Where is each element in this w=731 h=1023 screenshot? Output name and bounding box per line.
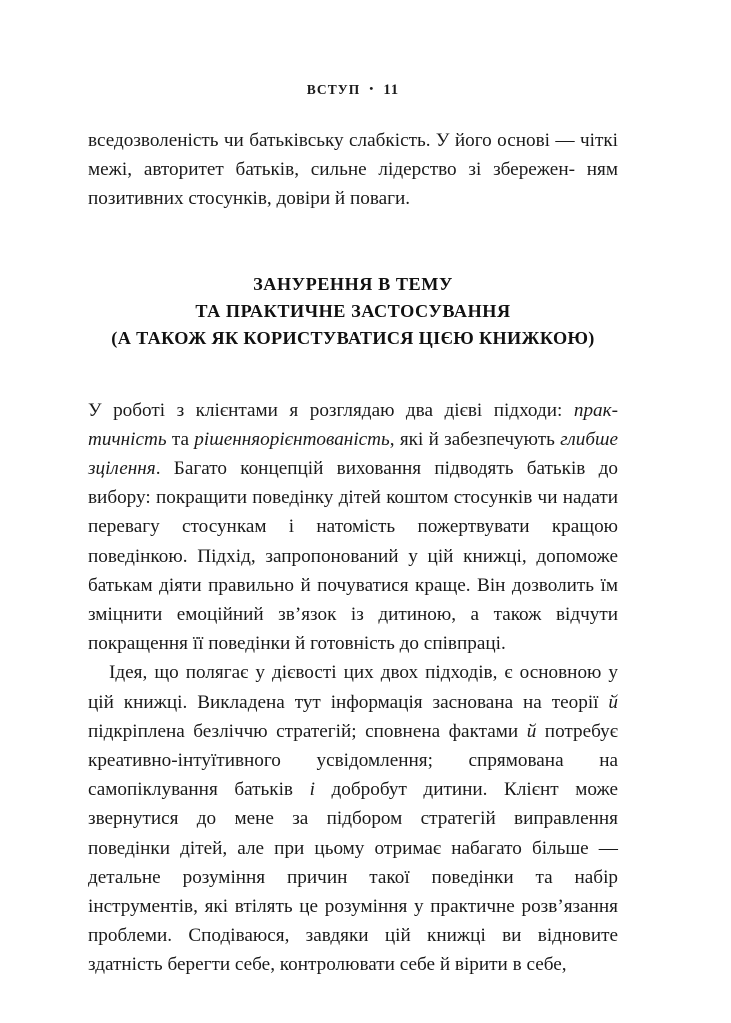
p2-segment-2: та: [166, 428, 195, 450]
section-heading-line-1: ЗАНУРЕННЯ В ТЕМУ: [253, 273, 453, 294]
running-head-label: ВСТУП: [306, 82, 361, 97]
p2-italic-solution-orientation: рішенняорієнтованість: [194, 428, 390, 450]
running-head: [88, 82, 618, 99]
p3-italic-conjunction-3: і: [309, 779, 315, 801]
p3-segment-4: добробут дитини. Клієнт може звернутися до мене за підбором стратегій виправлення поведінки дітей, але при цьому отримає набагато більше — детальне розуміння причин такої поведінки та набір інструментів, які втілять це розуміння у практичне розв’язання проблеми. Сподіваюся, завдяки цій книжці ви відновите здатність берегти себе, контролювати себе й вірити в себе,: [88, 779, 618, 976]
running-head-separator-bullet-icon: •: [369, 83, 375, 95]
section-heading: [88, 271, 618, 352]
p2-italic-deeper-healing: глибше зцілення: [88, 428, 619, 480]
paragraph-idea: [88, 658, 618, 979]
page-number: 11: [383, 82, 400, 98]
p3-italic-conjunction-1: й: [608, 691, 618, 713]
paragraph-1-line-3: ням позитивних стосунків, довіри й поваги.: [88, 159, 619, 210]
p2-segment-3: , які й забезпечують: [389, 428, 561, 450]
p3-italic-conjunction-2: й: [526, 720, 537, 742]
section-heading-line-2: ТА ПРАКТИЧНЕ ЗАСТОСУВАННЯ: [195, 300, 511, 321]
paragraph-approaches: [88, 396, 618, 659]
p2-segment-4: . Багато концепцій виховання підводять батьків до вибору: покращити поведінку дітей коштом стосунків чи надати перевагу стосункам і натомість пожертвувати кращою поведінкою. Підхід, запропонований у цій книжці, допоможе батькам діяти правильно й почуватися краще. Він дозволить їм зміцнити емоційний зв’язок із дитиною, а також відчути покращення її поведінки й готовність до співпраці.: [88, 458, 618, 655]
text-block: [88, 126, 618, 980]
spacer-below-heading: [88, 352, 618, 396]
p3-segment-3: потребує креативно-інтуїтивного усвідомлення; спрямована на самопіклування батьків: [88, 720, 619, 801]
p3-segment-2: підкріплена безліччю стратегій; сповнена фактами: [88, 720, 527, 742]
p2-italic-practicality: прак-тичність: [88, 399, 618, 450]
paragraph-1-line-1: вседозволеність чи батьківську слабкість. У його основі —: [88, 130, 575, 151]
spacer-above-heading: [88, 214, 618, 271]
p3-segment-1: Ідея, що полягає у дієвості цих двох підходів, є основною у цій книжці. Викладена тут інформація заснована на теорії: [88, 662, 618, 713]
section-heading-line-3: (А ТАКОЖ ЯК КОРИСТУВАТИСЯ ЦІЄЮ КНИЖКОЮ): [111, 327, 595, 348]
paragraph-continuation: [88, 126, 618, 214]
paragraph-1-line-2: чіткі межі, авторитет батьків, сильне лідерство зі збережен-: [88, 130, 619, 181]
p2-segment-1: У роботі з клієнтами я розглядаю два дієві підходи:: [88, 399, 574, 421]
